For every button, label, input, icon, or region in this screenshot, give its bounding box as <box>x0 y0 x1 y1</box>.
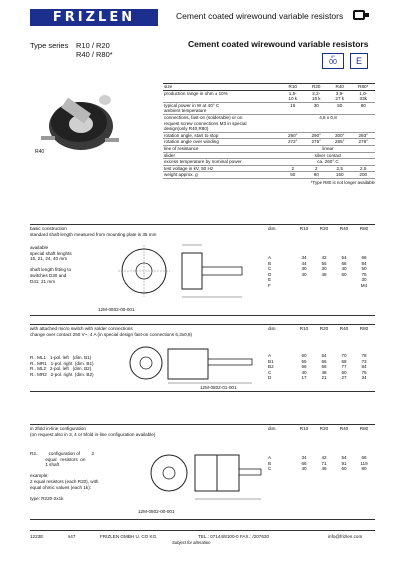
dimension-row: C 40 48 60 80 <box>268 466 367 472</box>
dimension-row: B 44 55 68 84 <box>268 260 367 266</box>
section-text <box>30 355 94 377</box>
spec-header-row: size R10 R20 R40 R80* <box>163 83 375 91</box>
section-heading: with attached micro switch with solder connections change over contact 250 V~, 4 A (in special design fast-on connections 6,3x0,8) <box>30 326 193 337</box>
dimension-row: C 30 30 40 50 <box>268 266 367 272</box>
dimension-row: B1 55 66 68 73 <box>268 358 367 364</box>
text-line: D41: 21 mm <box>30 278 56 284</box>
text-line: 15, 21, 24, 40 mm <box>30 256 68 262</box>
resistor-symbol-icon <box>353 10 365 20</box>
footer-phone: TEL.: 07144/8100-0 FAX.: /207630 <box>198 534 269 539</box>
text-line: type: R220-2x1k <box>30 495 64 501</box>
photo-caption: R40 <box>35 149 45 155</box>
header-title: Cement coated wirewound variable resistors <box>176 11 344 21</box>
type-series-line1: R10 / R20 <box>76 41 110 50</box>
footer-company: FRIZLEN GMBH U. CO KG. <box>100 534 158 539</box>
spec-body <box>163 91 375 179</box>
text-line: example: <box>30 473 49 479</box>
dimension-row: C 40 48 60 75 <box>268 369 367 375</box>
dimension-row: D 17 21 27 34 <box>268 375 367 381</box>
drawing-reference: 12M-0802-00-001 <box>138 509 175 514</box>
class-badge: E <box>350 53 368 69</box>
dimension-row: A 34 42 54 66 <box>268 455 367 460</box>
spec-row: weight approx. g 50 60 150 200 <box>163 172 375 179</box>
dimension-row: B2 66 66 77 84 <box>268 364 367 370</box>
product-photo <box>35 84 131 160</box>
dim-column-headers: dim. R10 R20 R40 R80 <box>268 426 369 431</box>
text-line: 2 equal resistors (each R20), with <box>30 478 99 484</box>
dimension-drawing <box>145 441 265 507</box>
dimension-row: B 66 71 91 119 <box>268 460 368 466</box>
ip-value: 00 <box>329 59 337 66</box>
section-text <box>30 245 72 284</box>
spec-table <box>163 83 375 186</box>
spec-row: test voltage in kV, 50 Hz 2 2 2,5 2,5 <box>163 166 375 173</box>
footer-code: 1223E <box>30 534 44 539</box>
section-heading: in 2fold in-line configuration (on request also in 3, 4 or 5fold in-line configuration available) <box>30 426 156 437</box>
dimension-row: E 30 <box>268 277 367 283</box>
section-basic-construction <box>30 224 375 316</box>
section-micro-switch <box>30 324 375 392</box>
spec-row: rotation angle, start to stop 290° 290° 300° 293° <box>163 133 375 140</box>
spec-row: production range in ohm ± 10% 1,5- 10 k 2,2- 15 k 3,9- 27 k 1,0- 33k <box>163 91 375 103</box>
dimension-row: F M4 <box>268 282 368 288</box>
main-title: Cement coated wirewound variable resistors <box>188 39 369 49</box>
text-line: equal resistors on <box>30 456 86 462</box>
dimension-rows <box>268 353 374 381</box>
type-series-label: Type series <box>30 41 69 50</box>
spec-row: slider silver contact <box>163 153 375 160</box>
section-heading: basic construction standard shaft length measured from mounting plate is 35 mm <box>30 226 157 237</box>
text-line: available <box>30 245 49 250</box>
dimension-drawing <box>112 237 262 303</box>
text-line: 1 shaft <box>30 462 60 468</box>
dimension-row: A 34 42 54 66 <box>268 255 367 260</box>
type-series-line2: R40 / R80* <box>76 50 113 59</box>
text-line: R.. ML1 1-pol. left (dim. B1) <box>30 355 92 360</box>
text-line: special shaft lenghts <box>30 250 72 256</box>
dimension-rows <box>268 455 374 472</box>
text-line: R.. MR1 1-pol. right (dim. B1) <box>30 360 94 366</box>
spec-row: typical power in W at 40° C ambient temperature 16 30 50 80 <box>163 103 375 115</box>
type-series <box>30 41 113 59</box>
footer <box>30 530 375 539</box>
text-line: R2.. configuration of 2 <box>30 451 95 456</box>
spec-row: rotation angle over winding 272° 275° 285° 278° <box>163 139 375 146</box>
text-line: shaft length fitting to <box>30 267 72 273</box>
spec-row: excess temperature by nominal power ca. 260° C <box>163 159 375 166</box>
section-2fold-inline <box>30 424 375 520</box>
text-line: equal ohmic values (each 1k): <box>30 484 92 490</box>
drawing-reference: 12M-0802-01-001 <box>200 385 237 390</box>
dimension-rows <box>268 255 374 289</box>
ip-label: IP <box>331 54 335 59</box>
text-line: switches D30 and <box>30 272 67 278</box>
ip-rating-badge <box>322 53 344 69</box>
dimension-row: A 60 64 70 78 <box>268 353 367 358</box>
spec-footnote: *Type R80 is not longer available <box>310 179 375 185</box>
dim-column-headers: dim. R10 R20 R40 R80 <box>268 226 369 231</box>
spec-row: connections, fast-on (solderable) or on request screw connections M3 in special design(only R40,R80) 4,8 x 0,8 <box>163 115 375 133</box>
text-line: R.. MR2 2-pol. right (dim. B2) <box>30 371 94 377</box>
spec-row: line of resistance linear <box>163 146 375 153</box>
dimension-drawing <box>120 339 265 387</box>
frizlen-logo: FRIZLEN <box>30 9 158 26</box>
footer-page: s47 <box>68 534 76 539</box>
text-line: R.. ML2 2-pol. left (dim. B2) <box>30 366 92 372</box>
footer-email: info@frizlen.com <box>328 534 363 539</box>
dimension-row: D 40 48 60 75 <box>268 271 367 277</box>
drawing-reference: 12M-0802-00-001 <box>98 307 135 312</box>
dim-column-headers: dim. R10 R20 R40 R80 <box>268 326 369 331</box>
section-text <box>30 451 98 501</box>
footer-note: Subject for alteration <box>172 540 211 545</box>
